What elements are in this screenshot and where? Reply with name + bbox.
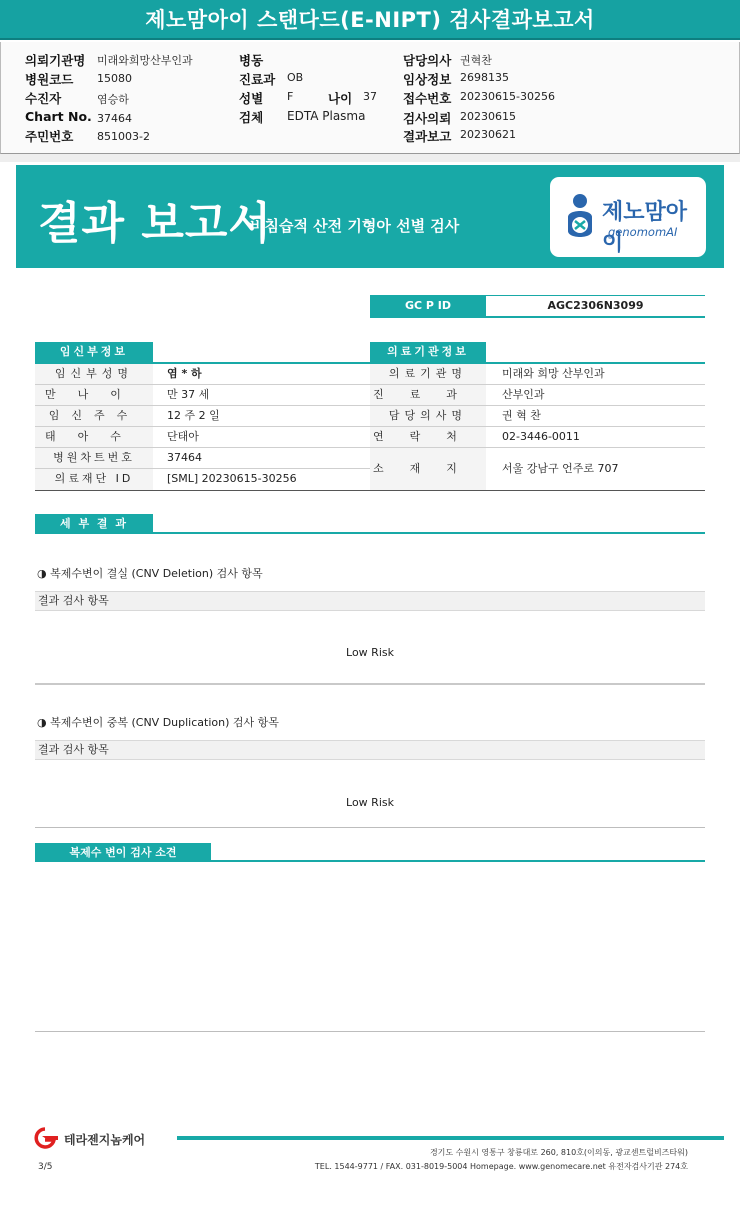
meta-value: 20230621 — [460, 128, 516, 141]
meta-value: 37464 — [97, 112, 132, 125]
patient-info-table — [35, 342, 370, 491]
section-header-opinion: 복제수 변이 검사 소견 — [35, 843, 211, 862]
row-value: 37464 — [167, 451, 202, 464]
row-label: 소재지 — [370, 448, 486, 490]
meta-label: 주민번호 — [25, 129, 74, 144]
table-row — [35, 427, 370, 448]
meta-label: 검체 — [239, 110, 264, 125]
table-row — [370, 406, 705, 427]
meta-label: 나이 — [328, 91, 353, 106]
gcpid-bottom-line — [370, 316, 705, 318]
cnv-duplication-title: ◑ 복제수변이 중복 (CNV Duplication) 검사 항목 — [37, 716, 279, 729]
meta-label: 결과보고 — [403, 129, 452, 144]
result-report-header — [16, 165, 724, 268]
section-line — [35, 532, 705, 534]
meta-value: OB — [287, 71, 304, 84]
table-row — [35, 385, 370, 406]
meta-value: 권혁찬 — [460, 54, 492, 67]
footer-brand: 테라젠지놈케어 — [64, 1133, 146, 1147]
table-row — [370, 427, 705, 448]
logo-name: 제노맘아이 — [602, 200, 688, 256]
table-header: 임신부정보 — [35, 342, 153, 362]
row-value: 서울 강남구 언주로 707 — [502, 462, 619, 475]
meta-label: 진료과 — [239, 72, 276, 87]
row-value: 권 혁 찬 — [502, 409, 541, 422]
table-row — [370, 448, 705, 490]
mother-baby-icon — [560, 191, 600, 243]
meta-label: 수진자 — [25, 91, 62, 106]
row-label: 의료재단 ID — [35, 469, 153, 490]
gcpid-value: AGC2306N3099 — [547, 299, 644, 312]
meta-value: 20230615 — [460, 110, 516, 123]
row-label: 연락처 — [370, 427, 486, 447]
table-bottom-line — [370, 490, 705, 491]
row-value: 12 주 2 일 — [167, 409, 220, 422]
terragen-logo-icon — [30, 1127, 60, 1149]
table-row — [35, 406, 370, 427]
meta-label: 병동 — [239, 53, 264, 68]
meta-label: 임상정보 — [403, 72, 452, 87]
meta-value: 염승하 — [97, 93, 129, 106]
footer-bar — [177, 1136, 724, 1140]
page-number: 3/5 — [38, 1162, 53, 1172]
row-label: 태아수 — [35, 427, 153, 447]
row-value: [SML] 20230615-30256 — [167, 472, 297, 485]
table-row — [370, 385, 705, 406]
report-title: 제노맘아이 스탠다드(E-NIPT) 검사결과보고서 — [145, 8, 595, 32]
section-line — [35, 860, 705, 862]
footer-contact: TEL. 1544-9771 / FAX. 031-8019-5004 Homepage. www.genomecare.net 유전자검사기관 274호 — [314, 1162, 688, 1171]
meta-label: 병원코드 — [25, 72, 74, 87]
row-label: 임신부성명 — [35, 364, 153, 384]
hero-title: 결과 보고서 — [38, 198, 272, 249]
table-bottom-line — [35, 490, 370, 491]
meta-value: 미래와희망산부인과 — [97, 54, 193, 67]
row-label: 담당의사명 — [370, 406, 486, 426]
divider — [35, 1031, 705, 1032]
meta-label: 접수번호 — [403, 91, 452, 106]
divider-strip — [0, 154, 740, 162]
meta-value: F — [287, 90, 294, 103]
deletion-risk-result: Low Risk — [346, 646, 394, 659]
row-label: 의료기관명 — [370, 364, 486, 384]
result-item-bar: 결과 검사 항목 — [35, 591, 705, 611]
footer-address: 경기도 수원시 영통구 창룡대로 260, 810호(이의동, 광교센트럴비즈타워) — [429, 1148, 688, 1157]
result-item-bar: 결과 검사 항목 — [35, 740, 705, 760]
table-row — [35, 469, 370, 490]
meta-value: 851003-2 — [97, 130, 150, 143]
meta-value: 37 — [363, 90, 377, 103]
meta-label: 의뢰기관명 — [25, 53, 86, 68]
table-row — [35, 448, 370, 469]
meta-value: 15080 — [97, 72, 132, 85]
institution-info-table — [370, 342, 705, 491]
meta-value: 20230615-30256 — [460, 90, 555, 103]
table-header: 의료기관정보 — [370, 342, 486, 362]
cnv-deletion-title: ◑ 복제수변이 결실 (CNV Deletion) 검사 항목 — [37, 567, 263, 580]
row-label: 진료과 — [370, 385, 486, 405]
divider — [35, 827, 705, 828]
table-row — [35, 364, 370, 385]
row-label: 병원차트번호 — [35, 448, 153, 468]
genomom-logo — [550, 177, 706, 257]
meta-label: 성별 — [239, 91, 264, 106]
table-row — [370, 364, 705, 385]
row-value: 산부인과 — [502, 388, 545, 401]
meta-value: 2698135 — [460, 71, 509, 84]
row-value: 염 * 하 — [167, 367, 202, 380]
hero-subtitle: 비침습적 산전 기형아 선별 검사 — [250, 217, 460, 235]
meta-label: 담당의사 — [403, 53, 452, 68]
logo-subtitle: genomomAI — [608, 225, 678, 239]
row-value: 단태아 — [167, 430, 199, 443]
meta-label: Chart No. — [25, 109, 92, 124]
gcpid-label: GC P ID — [370, 295, 486, 316]
order-info-box — [0, 42, 740, 154]
row-label: 임신주수 — [35, 406, 153, 426]
row-value: 02-3446-0011 — [502, 430, 580, 443]
duplication-risk-result: Low Risk — [346, 796, 394, 809]
row-value: 만 37 세 — [167, 388, 210, 401]
row-value: 미래와 희망 산부인과 — [502, 367, 605, 380]
section-header-detail: 세 부 결 과 — [35, 514, 153, 533]
meta-label: 검사의뢰 — [403, 111, 452, 126]
row-label: 만나이 — [35, 385, 153, 405]
divider — [35, 683, 705, 685]
meta-value: EDTA Plasma — [287, 109, 366, 123]
